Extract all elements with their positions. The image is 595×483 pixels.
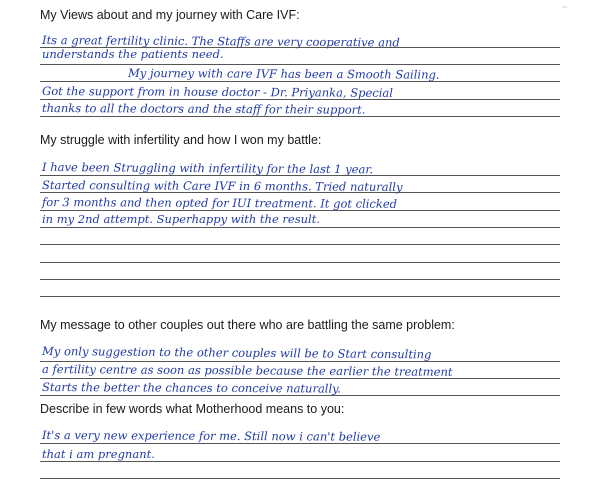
answer-rule bbox=[40, 64, 560, 65]
answer-rule bbox=[40, 99, 560, 100]
answer-rule bbox=[40, 192, 560, 193]
answer-line: that i am pregnant. bbox=[42, 447, 155, 461]
answer-line: Its a great fertility clinic. The Staffs are very cooperative and bbox=[42, 33, 400, 50]
corner-mark: ~ bbox=[562, 2, 568, 12]
question-message-couples: My message to other couples out there who are battling the same problem: bbox=[40, 318, 455, 332]
answer-line: Started consulting with Care IVF in 6 months. Tried naturally bbox=[42, 178, 403, 194]
answer-rule bbox=[40, 296, 560, 297]
question-struggle-infertility: My struggle with infertility and how I won my battle: bbox=[40, 133, 322, 147]
answer-rule bbox=[40, 378, 560, 379]
answer-line: understands the patients need. bbox=[42, 47, 224, 61]
answer-rule bbox=[40, 478, 560, 479]
answer-rule bbox=[40, 262, 560, 263]
answer-line: in my 2nd attempt. Superhappy with the result. bbox=[42, 212, 320, 226]
answer-rule bbox=[40, 244, 560, 245]
answer-rule bbox=[40, 443, 560, 444]
answer-line: Got the support from in house doctor - Dr. Priyanka, Special bbox=[42, 84, 393, 100]
answer-rule bbox=[40, 175, 560, 176]
answer-line: I have been Struggling with infertility for the last 1 year. bbox=[42, 160, 374, 177]
answer-line: for 3 months and then opted for IUI treatment. It got clicked bbox=[42, 195, 398, 211]
answer-line: Starts the better the chances to conceive naturally. bbox=[42, 380, 341, 396]
answer-rule bbox=[40, 116, 560, 117]
answer-line: It's a very new experience for me. Still now i can't believe bbox=[42, 428, 381, 444]
answer-line: thanks to all the doctors and the staff for their support. bbox=[42, 101, 366, 117]
answer-line: My journey with care IVF has been a Smooth Sailing. bbox=[128, 66, 440, 82]
answer-rule bbox=[40, 395, 560, 396]
answer-rule bbox=[40, 361, 560, 362]
answer-rule bbox=[40, 227, 560, 228]
question-views-journey: My Views about and my journey with Care IVF: bbox=[40, 8, 300, 22]
answer-rule bbox=[40, 47, 560, 48]
answer-rule bbox=[40, 210, 560, 211]
answer-line: a fertility centre as soon as possible because the earlier the treatment bbox=[42, 362, 453, 379]
answer-rule bbox=[40, 81, 560, 82]
answer-rule bbox=[40, 279, 560, 280]
answer-rule bbox=[40, 461, 560, 462]
answer-line: My only suggestion to the other couples will be to Start consulting bbox=[42, 344, 432, 362]
question-motherhood: Describe in few words what Motherhood means to you: bbox=[40, 402, 345, 416]
